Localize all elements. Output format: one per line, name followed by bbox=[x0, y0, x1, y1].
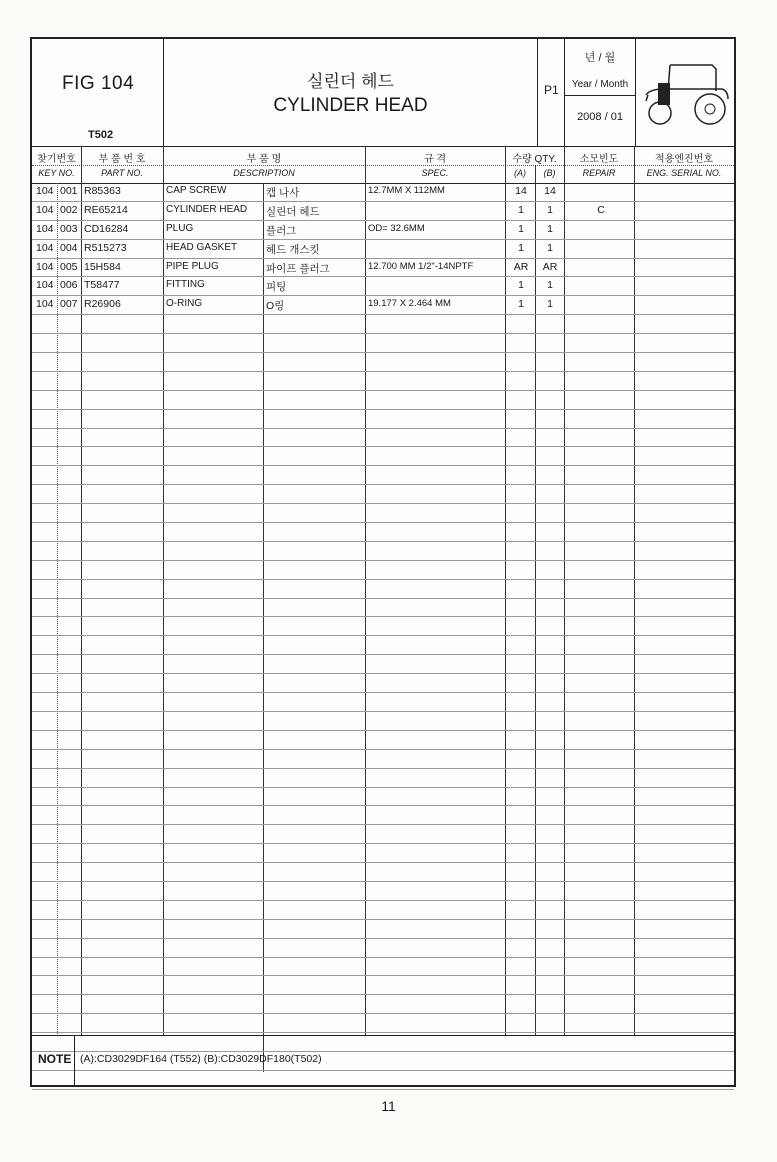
empty-table-row bbox=[32, 504, 734, 523]
note-divider bbox=[74, 1036, 75, 1086]
title-cell bbox=[164, 39, 538, 146]
empty-table-row bbox=[32, 315, 734, 334]
empty-table-row bbox=[32, 599, 734, 618]
cell-desc: HEAD GASKET bbox=[166, 241, 238, 253]
cell-qb: 1 bbox=[547, 279, 553, 292]
cell-key2: 006 bbox=[60, 279, 78, 292]
empty-table-row bbox=[32, 523, 734, 542]
cell-part: 15H584 bbox=[84, 260, 121, 273]
cell-desc: O-RING bbox=[166, 298, 203, 310]
empty-table-row bbox=[32, 901, 734, 920]
cell-qb: 14 bbox=[544, 185, 556, 197]
empty-table-row bbox=[32, 655, 734, 674]
empty-table-row bbox=[32, 693, 734, 712]
empty-table-row bbox=[32, 750, 734, 769]
divider bbox=[565, 95, 635, 96]
col-key-en: KEY NO. bbox=[38, 168, 75, 178]
table-row bbox=[32, 240, 734, 259]
cell-desc: FITTING bbox=[166, 279, 205, 291]
cell-desc-kr: 헤드 개스킷 bbox=[266, 243, 320, 256]
cell-key2: 003 bbox=[60, 222, 78, 235]
cell-qa: 1 bbox=[518, 241, 524, 254]
cell-spec: OD= 32.6MM bbox=[368, 222, 425, 234]
cell-desc-kr: O링 bbox=[266, 300, 285, 313]
empty-table-row bbox=[32, 712, 734, 731]
cell-qb: 1 bbox=[547, 298, 553, 311]
cell-desc: PIPE PLUG bbox=[166, 260, 219, 272]
cell-qb: 1 bbox=[547, 241, 553, 254]
col-qty-a: (A) bbox=[514, 168, 526, 178]
empty-table-row bbox=[32, 334, 734, 353]
empty-table-row bbox=[32, 617, 734, 636]
cell-qb: 1 bbox=[547, 222, 553, 235]
year-month-cell bbox=[565, 39, 636, 146]
empty-table-row bbox=[32, 844, 734, 863]
empty-table-row bbox=[32, 674, 734, 693]
col-repair-kr: 소모빈도 bbox=[579, 154, 619, 165]
cell-part: R85363 bbox=[84, 185, 121, 197]
empty-table-row bbox=[32, 995, 734, 1014]
col-spec-kr: 규 격 bbox=[423, 154, 447, 165]
col-eng-kr: 적용엔진번호 bbox=[655, 154, 713, 165]
empty-table-row bbox=[32, 863, 734, 882]
empty-table-row bbox=[32, 920, 734, 939]
col-qty-kr: 수량 QTY. bbox=[512, 154, 557, 165]
table-row bbox=[32, 296, 734, 315]
col-key-kr: 찾기번호 bbox=[37, 154, 76, 165]
page-code-cell bbox=[538, 39, 565, 146]
empty-table-row bbox=[32, 391, 734, 410]
table-row bbox=[32, 202, 734, 221]
empty-table-row bbox=[32, 958, 734, 977]
cell-desc: CYLINDER HEAD bbox=[166, 203, 248, 215]
cell-qa: 1 bbox=[518, 298, 524, 311]
empty-table-row bbox=[32, 788, 734, 807]
empty-table-row bbox=[32, 466, 734, 485]
note-box bbox=[32, 1035, 734, 1086]
tractor-cell bbox=[636, 39, 734, 146]
col-part-kr: 부 품 번 호 bbox=[98, 154, 146, 165]
empty-table-row bbox=[32, 410, 734, 429]
cell-qa: 14 bbox=[515, 185, 527, 197]
year-month-korean: 년 / 월 bbox=[584, 52, 616, 64]
cell-key1: 104 bbox=[36, 298, 54, 311]
table-row bbox=[32, 259, 734, 278]
cell-qa: 1 bbox=[518, 279, 524, 292]
cell-key2: 005 bbox=[60, 260, 78, 273]
cell-spec: 12.7MM X 112MM bbox=[368, 185, 445, 196]
parts-table-body bbox=[32, 183, 734, 1090]
year-month-value: 2008 / 01 bbox=[577, 111, 623, 123]
cell-qa: AR bbox=[513, 260, 529, 273]
cell-key2: 004 bbox=[60, 241, 78, 254]
table-row bbox=[32, 277, 734, 296]
col-spec-en: SPEC. bbox=[421, 168, 449, 178]
cell-desc: CAP SCREW bbox=[166, 185, 227, 196]
cell-qa: 1 bbox=[518, 203, 524, 216]
cell-qb: AR bbox=[542, 260, 558, 273]
cell-desc: PLUG bbox=[166, 222, 194, 234]
page-code: P1 bbox=[544, 83, 559, 97]
col-desc-en: DESCRIPTION bbox=[233, 168, 295, 178]
title-english: CYLINDER HEAD bbox=[273, 95, 428, 116]
empty-table-row bbox=[32, 882, 734, 901]
table-row bbox=[32, 183, 734, 202]
cell-spec: 12.700 MM 1/2"-14NPTF bbox=[368, 260, 474, 272]
empty-table-row bbox=[32, 561, 734, 580]
empty-table-row bbox=[32, 939, 734, 958]
cell-key1: 104 bbox=[36, 260, 54, 273]
cell-part: RE65214 bbox=[84, 203, 128, 216]
empty-table-row bbox=[32, 731, 734, 750]
page-number: 11 bbox=[381, 1098, 396, 1114]
cell-key1: 104 bbox=[36, 279, 54, 292]
cell-key1: 104 bbox=[36, 241, 54, 254]
empty-table-row bbox=[32, 1014, 734, 1033]
col-qty-b: (B) bbox=[543, 168, 556, 178]
empty-table-row bbox=[32, 769, 734, 788]
fig-cell bbox=[32, 39, 164, 146]
column-header-korean bbox=[32, 147, 734, 166]
col-repair-en: REPAIR bbox=[582, 168, 616, 178]
cell-part: R26906 bbox=[84, 298, 121, 311]
empty-table-row bbox=[32, 372, 734, 391]
empty-table-row bbox=[32, 542, 734, 561]
empty-table-row bbox=[32, 580, 734, 599]
cell-key2: 002 bbox=[60, 203, 78, 216]
empty-table-row bbox=[32, 825, 734, 844]
cell-desc-kr: 피팅 bbox=[266, 281, 287, 294]
col-part-en: PART NO. bbox=[101, 168, 143, 178]
cell-qa: 1 bbox=[518, 222, 524, 235]
model-code: T502 bbox=[88, 129, 114, 141]
cell-desc-kr: 캡 나사 bbox=[266, 187, 300, 199]
title-korean: 실린더 헤드 bbox=[307, 72, 394, 91]
empty-table-row bbox=[32, 447, 734, 466]
cell-desc-kr: 실린더 헤드 bbox=[266, 205, 320, 218]
note-text: (A):CD3029DF164 (T552) (B):CD3029DF180(T502) bbox=[80, 1053, 322, 1065]
tractor-icon bbox=[642, 55, 730, 127]
fig-number: FIG 104 bbox=[62, 73, 135, 94]
sheet-header bbox=[32, 39, 734, 147]
cell-key1: 104 bbox=[36, 185, 54, 197]
empty-table-row bbox=[32, 976, 734, 995]
column-header-english bbox=[32, 165, 734, 184]
col-desc-kr: 부 품 명 bbox=[246, 154, 282, 165]
cell-desc-kr: 파이프 플러그 bbox=[266, 262, 330, 275]
cell-spec: 19.177 X 2.464 MM bbox=[368, 298, 451, 310]
cell-key2: 001 bbox=[60, 185, 78, 197]
table-row bbox=[32, 221, 734, 240]
empty-table-row bbox=[32, 429, 734, 448]
cell-repair: C bbox=[597, 203, 605, 216]
empty-table-row bbox=[32, 485, 734, 504]
cell-part: CD16284 bbox=[84, 222, 129, 235]
cell-key1: 104 bbox=[36, 203, 54, 216]
year-month-label: Year / Month bbox=[571, 79, 629, 90]
parts-sheet bbox=[30, 37, 736, 1087]
cell-part: T58477 bbox=[84, 279, 120, 292]
note-label: NOTE bbox=[38, 1052, 72, 1066]
cell-desc-kr: 플러그 bbox=[266, 224, 297, 237]
cell-key1: 104 bbox=[36, 222, 54, 235]
cell-key2: 007 bbox=[60, 298, 78, 311]
empty-table-row bbox=[32, 806, 734, 825]
cell-part: R515273 bbox=[84, 241, 127, 254]
cell-qb: 1 bbox=[547, 203, 553, 216]
empty-table-row bbox=[32, 636, 734, 655]
col-eng-en: ENG. SERIAL NO. bbox=[646, 168, 722, 178]
empty-table-row bbox=[32, 353, 734, 372]
